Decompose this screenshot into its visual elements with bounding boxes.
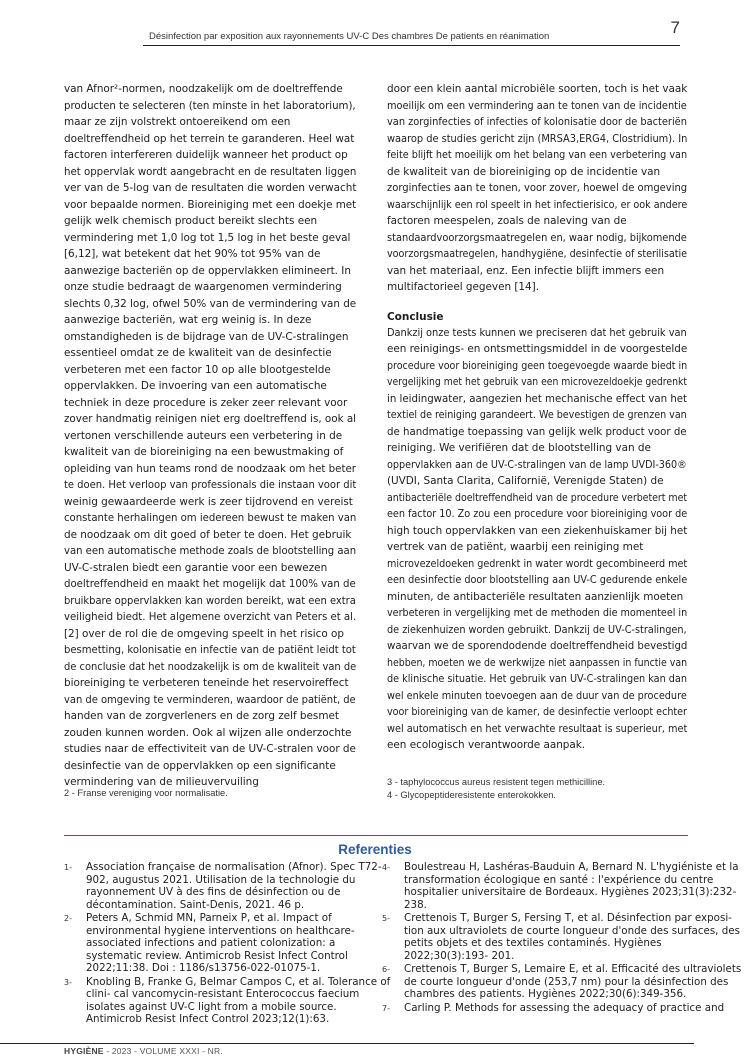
reference-line: de courte longueur d'onde (253,7 nm) pour la désinfection des <box>404 975 729 988</box>
text-line: producten te selecteren (ten minste in het laboratorium), <box>64 99 356 112</box>
reference-line: petits objets et des textiles contaminés. Hygiènes <box>404 937 662 949</box>
text-line: zover handmatig reinigen niet erg doeltreffend is, ook al <box>64 413 357 425</box>
text-line: een desinfectie door blootstelling aan UV-C gedurende enkele <box>387 574 688 586</box>
page-footer <box>64 1046 223 1056</box>
reference-line: Peters A, Schmid MN, Parneix P, et al. Impact of <box>86 912 332 924</box>
references-left-list <box>64 861 391 1027</box>
text-line: de noodzaak om dit goed of beter te doen. Het gebruik <box>64 528 352 541</box>
references-right-list <box>382 861 742 1016</box>
reference-line: clini- cal vancomycin-resistant Enterococcus faecium <box>86 988 360 1000</box>
text-line: de kwaliteit van de bioreiniging op de incidentie van <box>387 165 661 178</box>
text-line: minuten, de antibacteriële resultaten aanzienlijk moeten <box>387 590 684 603</box>
right-column-text <box>387 81 687 296</box>
reference-line: tion aux ultraviolets de courte longueur d'onde des surfaces, des <box>404 924 740 937</box>
reference-number: 6- <box>382 965 390 974</box>
reference-line: chambres des patients. Hygiènes 2022;30(6):349-356. <box>404 988 687 1000</box>
footnote-4: 4 - Glycopeptideresistente enterokokken. <box>387 790 556 800</box>
text-line: van Afnor²-normen, noodzakelijk om de doeltreffende <box>64 83 343 95</box>
text-line: van een automatische methode zoals de blootstelling aan <box>64 545 357 557</box>
conclusion-heading: Conclusie <box>387 310 444 323</box>
text-line: gelijk welk chemisch product bereikt slechts een <box>64 215 318 227</box>
text-line: textiel de reiniging garandeert. We bevestigen de grenzen van <box>387 409 687 421</box>
page-header <box>143 18 680 46</box>
reference-text <box>404 861 739 911</box>
text-line: verbeteren in vergelijking met de methoden die momenteel in <box>387 607 688 619</box>
text-line: maar ze zijn volstrekt ontoereikend om een <box>64 116 291 128</box>
text-line: UV-C-stralen biedt een garantie voor een bewezen <box>64 561 328 574</box>
text-line: zouden kunnen worden. Ook al wijzen alle onderzochte <box>64 726 352 739</box>
reference-item <box>382 861 739 911</box>
text-line: oppervlakken. De invoering van een automatische <box>64 380 327 392</box>
text-line: de klinische situatie. Het gebruik van UV-C-stralingen kan dan <box>387 673 687 685</box>
references-heading: Referenties <box>338 842 412 857</box>
reference-line: 2022;30(3):193- 201. <box>404 949 515 962</box>
text-line: procedure voor bioreiniging geen toegevoegde waarde biedt in <box>387 359 688 372</box>
text-line: waarschijnlijk een rol speelt in het infectierisico, er ook andere <box>387 198 688 211</box>
text-line: reiniging. We verifiëren dat de blootstelling van de <box>387 442 651 454</box>
text-line: feite blijft het moeilijk om het belang van een verbetering van <box>387 149 688 161</box>
text-line: zorginfecties aan te tonen, voor zover, hoewel de omgeving <box>387 182 688 194</box>
text-line: doeltreffendheid en maakt het mogelijk dat 100% van de <box>64 578 356 590</box>
text-line: (UVDI, Santa Clarita, Californië, Verenigde Staten) de <box>387 475 664 487</box>
reference-line: Crettenois T, Burger S, Lemaire E, et al. Efficacité des ultraviolets <box>404 963 742 975</box>
text-line: constante herhalingen om iedereen bewust te maken van <box>64 512 357 524</box>
conclusion-text <box>387 325 687 754</box>
text-line: voor bioreiniging van de kamer, de desinfectie verloopt echter <box>387 706 687 718</box>
reference-line: Knobling B, Franke G, Belmar Campos C, et al. Tolerance of <box>86 975 391 988</box>
reference-text <box>404 963 741 1001</box>
reference-number: 3- <box>64 977 72 987</box>
text-line: besmetting, kolonisatie en infectie van de patiënt leidt tot <box>64 644 356 656</box>
text-line: kwaliteit van de bioreiniging na een bewustmaking of <box>64 446 344 458</box>
reference-item <box>64 975 391 1026</box>
text-line: oppervlakken aan de UV-C-stralingen van de lamp UVDI-360® <box>387 458 687 471</box>
text-line: Dankzij onze tests kunnen we preciseren dat het gebruik van <box>387 326 687 339</box>
reference-line: Association française de normalisation (Afnor). Spec T72- <box>86 861 382 873</box>
text-line: waarop de studies gericht zijn (MRSA3,ERG4, Clostridium). In <box>387 132 688 145</box>
text-line: van zorginfecties of infecties of kolonisatie door de bacteriën <box>387 116 687 128</box>
text-line: van het materiaal, enz. Een infectie blijft immers een <box>387 264 665 277</box>
reference-number: 4- <box>382 863 390 872</box>
reference-line: décontamination. Saint-Denis, 2021. 46 p. <box>86 898 305 911</box>
text-line: de ziekenhuizen worden gebruikt. Dankzij de UV-C-stralingen, <box>387 623 687 636</box>
reference-text <box>86 912 355 975</box>
reference-line: 238. <box>404 898 427 911</box>
reference-line: environmental hygiene interventions on healthcare- <box>86 924 355 937</box>
reference-number: 2- <box>64 914 72 923</box>
footnote-2: 2 - Franse vereniging voor normalisatie. <box>64 788 228 798</box>
reference-line: rayonnement UV à des fins de désinfection ou de <box>86 886 341 898</box>
footnote-3: 3 - taphylococcus aureus resistent tegen methicilline. <box>387 777 606 787</box>
text-line: bioreiniging te verbeteren teneinde het reservoireffect <box>64 677 349 689</box>
text-line: wel automatisch en het verwachte resultaat is superieur, met <box>387 722 688 735</box>
text-line: een factor 10. Zo zou een procedure voor bioreiniging voor de <box>387 508 688 520</box>
reference-text <box>86 976 390 1026</box>
text-line: hebben, moeten we de werkwijze niet aanpassen in functie van <box>387 656 688 669</box>
text-line: het oppervlak wordt aangebracht en de resultaten liggen <box>64 165 357 178</box>
text-line: onze studie bedraagt de waargenomen vermindering <box>64 281 342 293</box>
reference-number: 5- <box>382 914 390 923</box>
text-line: antibacteriële doeltreffendheid van de procedure verbetert met <box>387 491 688 504</box>
text-line: opleiding van hun teams rond de noodzaak om het beter <box>64 462 356 475</box>
reference-line: 2022;11:38. Doi : 1186/s13756-022-01075-1. <box>86 962 321 974</box>
text-line: desinfectie van de oppervlakken op een significante <box>64 759 336 772</box>
text-line: weinig gewaardeerde werk is zeer tijdrovend en vereist <box>64 495 353 508</box>
text-line: van de omgeving te verminderen, waardoor de patiënt, de <box>64 693 356 706</box>
reference-item <box>382 1001 725 1016</box>
text-line: high touch oppervlakken van een ziekenhuiskamer bij het <box>387 524 688 537</box>
text-line: voorzorgsmaatregelen, handhygiëne, desinfectie of sterilisatie <box>387 248 687 260</box>
running-title: Désinfection par exposition aux rayonnements UV-C Des chambres De patients en réanimation <box>149 31 550 42</box>
text-line: techniek in deze procedure is zeker zeer relevant voor <box>64 396 348 409</box>
text-line: verbeteren met een factor 10 op alle blootgestelde <box>64 363 331 376</box>
text-line: een ecologisch verantwoorde aanpak. <box>387 739 586 751</box>
text-line: standaardvoorzorgsmaatregelen en, waar nodig, bijkomende <box>387 231 687 244</box>
reference-item <box>382 963 742 1001</box>
reference-line: hospitalier universitaire de Bordeaux. Hygiènes 2023;31(3):232- <box>404 886 737 898</box>
footer-rule <box>0 1043 694 1044</box>
reference-line: Antimicrob Resist Infect Control 2023;12(1):63. <box>86 1013 330 1025</box>
text-line: microvezeldoeken gedrenkt in water wordt gecombineerd met <box>387 557 688 570</box>
text-line: een reinigings- en ontsmettingsmiddel in de voorgestelde <box>387 343 688 355</box>
left-column <box>64 81 356 791</box>
page-number: 7 <box>670 18 680 37</box>
text-line: slechts 0,32 log, ofwel 50% van de vermindering van de <box>64 297 357 310</box>
text-line: moeilijk om een vermindering aan te tonen van de incidentie <box>387 99 687 112</box>
text-line: aanwezige bacteriën op de oppervlakken elimineert. In <box>64 264 351 277</box>
reference-text <box>404 1002 724 1016</box>
text-line: waarvan we de sporendodende doeltreffendheid bevestigd <box>387 640 688 652</box>
text-line: de conclusie dat het noodzakelijk is om de kwaliteit van de <box>64 660 357 673</box>
text-line: handen van de zorgverleners en de zorg zelf besmet <box>64 710 339 722</box>
reference-line: systematic review. Antimicrob Resist Infect Control <box>86 949 348 962</box>
text-line: essentieel omdat ze de kwaliteit van de desinfectie <box>64 347 332 359</box>
reference-line: Boulestreau H, Lashéras-Bauduin A, Bernard N. L'hygiéniste et la <box>404 861 739 873</box>
text-line: omstandigheden is de bijdrage van de UV-C-stralingen <box>64 330 349 343</box>
text-line: multifactorieel gegeven [14]. <box>387 281 540 293</box>
reference-text <box>404 912 740 962</box>
references-divider <box>64 835 688 836</box>
text-line: studies naar de effectiviteit van de UV-C-stralen voor de <box>64 743 356 755</box>
text-line: ver van de 5-log van de resultaten die worden verwacht <box>64 182 357 194</box>
text-line: factoren interfereren duidelijk wanneer het product op <box>64 149 348 161</box>
text-line: de handmatige toepassing van gelijk welk product voor de <box>387 425 687 438</box>
text-line: vermindering van de milieuvervuiling <box>64 776 259 788</box>
reference-line: 902, augustus 2021. Utilisation de la technologie du <box>86 873 356 886</box>
reference-line: transformation écologique en santé : l'expérience du centre <box>404 873 714 886</box>
reference-text <box>86 861 382 911</box>
text-line: voor bepaalde normen. Bioreiniging met een doekje met <box>64 198 357 211</box>
text-line: veiligheid biedt. Het algemene overzicht van Peters et al. <box>64 611 357 623</box>
text-line: aanwezige bacteriën, wat erg weinig is. In deze <box>64 314 312 326</box>
reference-item <box>382 912 740 962</box>
text-line: vertrek van de patiënt, waarbij een reiniging met <box>387 541 644 553</box>
journal-name: HYGIÈNE <box>64 1046 104 1056</box>
text-line: factoren meespelen, zoals de naleving van de <box>387 215 627 227</box>
text-line: doeltreffendheid op het terrein te garanderen. Heel wat <box>64 132 355 145</box>
issue-info: - 2023 - VOLUME XXXI - NR. <box>103 1046 223 1056</box>
text-line: bruikbare oppervlakken kan worden bereikt, wat een extra <box>64 594 356 607</box>
text-line: wel enkele minuten toevoegen aan de duur van de procedure <box>387 689 687 702</box>
text-line: in leidingwater, aangezien het mechanische effect van het <box>387 392 688 405</box>
text-line: vergelijking met het gebruik van een microvezeldoekje gedrenkt <box>387 376 687 388</box>
reference-number: 7- <box>382 1003 390 1013</box>
text-line: te doen. Het verloop van professionals die instaan voor dit <box>64 479 357 491</box>
text-line: vertonen verschillende auteurs een verbetering in de <box>64 429 343 442</box>
right-column <box>387 81 687 754</box>
text-line: [2] over de rol die de omgeving speelt in het risico op <box>64 627 344 640</box>
reference-item <box>64 912 354 975</box>
reference-line: associated infections and patient colonization: a <box>86 937 336 949</box>
reference-item <box>64 861 382 911</box>
reference-line: Carling P. Methods for assessing the adequacy of practice and <box>404 1001 725 1014</box>
text-line: [6,12], wat betekent dat het 90% tot 95% van de <box>64 248 321 260</box>
reference-line: Crettenois T, Burger S, Fersing T, et al. Désinfection par exposi- <box>404 912 732 924</box>
reference-number: 1- <box>64 863 72 872</box>
reference-line: isolates against UV-C light from a mobile source. <box>86 1000 337 1013</box>
text-line: door een klein aantal microbiële soorten, toch is het vaak <box>387 83 688 95</box>
text-line: vermindering met 1,0 log tot 1,5 log in het beste geval <box>64 231 351 244</box>
